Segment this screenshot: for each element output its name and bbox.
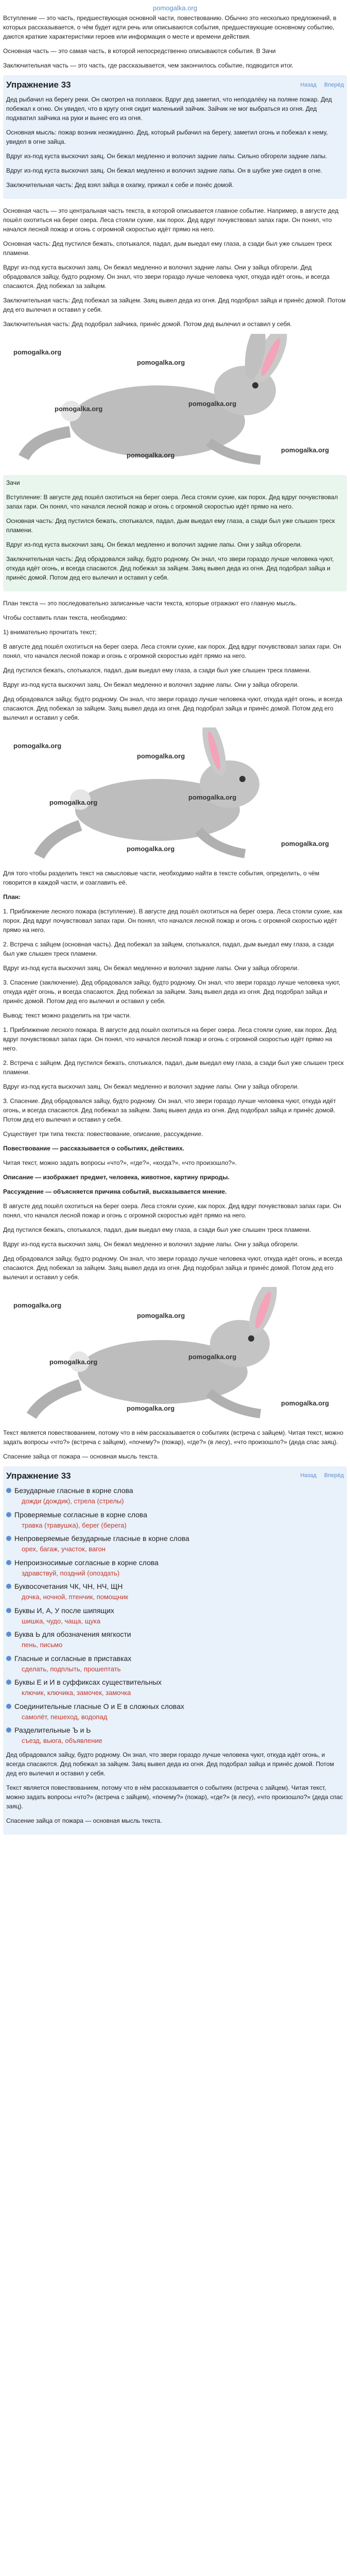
para-c-5: Вдруг из-под куста выскочил заяц. Он бежал медленно и волочил задние лапы. Они у зайца обгорели. — [3, 964, 299, 972]
para-c-2: План: — [3, 893, 21, 901]
watermark: pomogalka.org — [137, 358, 185, 366]
para-b-2: Чтобы составить план текста, необходимо: — [3, 614, 127, 621]
hare-drawing — [3, 334, 347, 468]
rule-name: Буква Ь для обозначения мягкости — [6, 1629, 344, 1640]
plan-panel — [3, 475, 347, 591]
hare-drawing — [3, 1287, 347, 1421]
para-a-1: Основная часть — это центральная часть текста, в которой описывается главное событие. Например, в августе дед пошёл охотиться на берег озера. Леса стояли сухие, как порох. Дед вдруг почувствовал запах гари. Он понял, что начался лесной пожар и огонь с огромной скоростью идёт прямо на него. — [3, 207, 339, 233]
footer-paragraph-1: Дед обрадовался зайцу, будто родному. Он знал, что звери гораздо лучше человека чуют, откуда идёт огонь, и всегда спасаются. Дед побежал за зайцем. Заяц вывел деда из огня. Дед подобрал зайца и принёс домой. Потом дед его вылечил и оставил у себя. — [6, 1751, 334, 1777]
para-c-1: Для того чтобы разделить текст на смысловые части, необходимо найти в тексте события, определить, о чём говорится в каждой части, и озаглавить её. — [3, 869, 320, 886]
watermark: pomogalka.org — [49, 1358, 98, 1366]
rule-example: сделать, подплыть, прошептать — [22, 1665, 121, 1673]
rule-name: Буквосочетания ЧК, ЧН, НЧ, ЩН — [6, 1581, 344, 1592]
para-c-4: 2. Встреча с зайцем (основная часть). Дед побежал за зайцем, спотыкался, падал, дым выедал ему глаза, а сзади был уже слышен треск пламени. — [3, 940, 334, 957]
para-b-7: Дед обрадовался зайцу, будто родному. Он знал, что звери гораздо лучше человека чуют, откуда идёт огонь, и всегда спасаются. Дед побежал за зайцем. Заяц вывел деда из огня. Дед подобрал зайца и принёс домой. Потом дед его вылечил и оставил у себя. — [3, 695, 343, 721]
hare-drawing — [3, 727, 347, 861]
paragraphs-a — [3, 206, 347, 329]
rule-example: орех, багаж, участок, вагон — [22, 1545, 106, 1553]
bullet-icon — [6, 1560, 11, 1565]
intro-paragraph-1: Вступление — это часть, предшествующая основной части, повествованию. Обычно это несколько предложений, в которых рассказывается, о чём будет идти речь или описываются события, предшествующие основному событию, даются краткие характеристики героев или информация о месте и времени действия. — [3, 14, 337, 40]
rule-name: Гласные и согласные в приставках — [6, 1653, 344, 1664]
intro-section — [3, 13, 347, 70]
rule-name: Проверяемые согласные в корне слова — [6, 1510, 344, 1520]
hare-illustration-1 — [3, 334, 347, 468]
para-c-13: Повествование — рассказывается о событиях, действиях. — [3, 1144, 185, 1152]
intro-paragraph-2: Основная часть — это самая часть, в которой непосредственно описываются события. В Зачи — [3, 47, 276, 55]
rule-name: Буквы И, А, У после шипящих — [6, 1605, 344, 1616]
site-logo[interactable]: pomogalka.org — [153, 4, 197, 12]
rule-example: здравствуй, поздний (опоздать) — [22, 1569, 120, 1577]
para-b-6: Вдруг из-под куста выскочил заяц. Он бежал медленно и волочил задние лапы. Они у зайца обгорели. — [3, 681, 299, 688]
rule-item — [6, 1605, 344, 1626]
rule-item — [6, 1701, 344, 1722]
ex-top-paragraph-5: Заключительная часть: Дед взял зайца в охапку, прижал к себе и понёс домой. — [6, 181, 234, 189]
watermark: pomogalka.org — [188, 1352, 237, 1361]
watermark: pomogalka.org — [13, 741, 62, 750]
bullet-icon — [6, 1704, 11, 1709]
footer-paragraph-2: Текст является повествованием, потому что в нём рассказывается о событиях (встреча с зайцем). Читая текст, можно задать вопросы «что?» (встреча с зайцем), «почему?» (пожар), «где?» (в лесу), «что произошло?» (деда спас заяц). — [6, 1784, 343, 1810]
exercise-title: Упражнение 33 — [6, 1470, 71, 1481]
footer-paragraph-3: Спасение зайца от пожара — основная мысль текста. — [6, 1817, 162, 1824]
rule-example: съезд, вьюга, объявление — [22, 1737, 102, 1744]
para-c-11: 3. Спасение. Дед обрадовался зайцу, будто родному. Он знал, что звери гораздо лучше человека чуют, откуда идёт огонь, и всегда спасаются. Дед побежал за зайцем. Заяц вывел деда из огня. Дед подобрал зайца и принёс домой. Потом дед его вылечил и оставил у себя. — [3, 1097, 336, 1123]
bullet-icon — [6, 1512, 11, 1517]
watermark: pomogalka.org — [13, 348, 62, 356]
bullet-icon — [6, 1632, 11, 1637]
para-c-14: Читая текст, можно задать вопросы «что?», «где?», «когда?», «что произошло?». — [3, 1159, 237, 1166]
para-c-15: Описание — изображает предмет, человека, животное, картину природы. — [3, 1173, 230, 1181]
para-c-10: Вдруг из-под куста выскочил заяц. Он бежал медленно и волочил задние лапы. Они у зайца обгорели. — [3, 1082, 299, 1090]
watermark: pomogalka.org — [188, 399, 237, 408]
rule-name: Безударные гласные в корне слова — [6, 1485, 344, 1496]
rules-list — [6, 1485, 344, 1746]
green-paragraph-3: Основная часть: Дед пустился бежать, спотыкался, падал, дым выедал ему глаза, а сзади был уже слышен треск пламени. — [6, 517, 335, 534]
para-c-18: Дед пустился бежать, спотыкался, падал, дым выедал ему глаза, а сзади был уже слышен треск пламени. — [3, 1226, 311, 1233]
rule-name: Непроверяемые безударные гласные в корне слова — [6, 1533, 344, 1544]
ex-top-paragraph-4: Вдруг из-под куста выскочил заяц. Он бежал медленно и волочил задние лапы. Он в шубке уже сидел в огне. — [6, 166, 323, 174]
site-header[interactable] — [3, 3, 347, 13]
paragraphs-c — [3, 869, 347, 1282]
bullet-icon — [6, 1584, 11, 1589]
prev-link[interactable]: Назад — [300, 81, 317, 88]
rule-example: травка (травушка), берег (берега) — [22, 1521, 127, 1529]
bullet-icon — [6, 1727, 11, 1733]
exercise-nav — [294, 1471, 344, 1480]
watermark: pomogalka.org — [49, 798, 98, 806]
hare-illustration-3 — [3, 1287, 347, 1421]
rule-item — [6, 1725, 344, 1746]
rule-example: шишка, чудо, чаща, щука — [22, 1617, 101, 1625]
hare-leg — [209, 442, 260, 460]
hare-eye — [239, 776, 246, 782]
hare-illustration-2 — [3, 727, 347, 861]
rule-name: Буквы Е и И в суффиксах существительных — [6, 1677, 344, 1688]
next-link[interactable]: Вперёд — [324, 1472, 344, 1479]
watermark: pomogalka.org — [127, 844, 175, 853]
hare-leg — [24, 432, 70, 457]
watermark: pomogalka.org — [137, 1311, 185, 1319]
rule-example: ключик, ключика, замочек, замочка — [22, 1689, 131, 1697]
hare-leg — [31, 1385, 80, 1416]
exercise-33-bottom — [3, 1466, 347, 1835]
hare-leg — [209, 1393, 260, 1414]
rule-name: Соединительные гласные О и Е в сложных словах — [6, 1701, 344, 1712]
rule-item — [6, 1629, 344, 1650]
exercise-header — [6, 78, 344, 92]
para-a-3: Вдруг из-под куста выскочил заяц. Он бежал медленно и волочил задние лапы. Они у зайца обгорели. Дед обрадовался зайцу, будто родному. Он знал, что звери гораздо лучше человека чуют, откуда идёт огонь, и всегда спасаются. Дед побежал за зайцем. — [3, 263, 330, 290]
rule-example: дочка, ночной, птенчик, помощник — [22, 1593, 128, 1601]
ex-top-paragraph-2: Основная мысль: пожар возник неожиданно. Дед, который рыбачил на берегу, заметил огонь и побежал к нему, увидел в огне зайца. — [6, 128, 328, 145]
para-a-4: Заключительная часть: Дед побежал за зайцем. Заяц вывел деда из огня. Дед подобрал зайца и принёс домой. Потом дед его вылечил и оставил у себя. — [3, 296, 346, 313]
watermark: pomogalka.org — [127, 451, 175, 459]
hare-eye — [252, 382, 258, 388]
rule-example: пень, письмо — [22, 1641, 63, 1649]
para-a-5: Заключительная часть: Дед подобрал зайчика, принёс домой. Потом дед вылечил и оставил у себя. — [3, 320, 292, 328]
para-b-4: В августе дед пошёл охотиться на берег озера. Леса стояли сухие, как порох. Дед вдруг почувствовал запах гари. Он понял, что начался лесной пожар и огонь с огромной скоростью идёт прямо на него. — [3, 642, 341, 659]
rule-example: самолёт, пешеход, водопад — [22, 1713, 108, 1721]
exercise-title: Упражнение 33 — [6, 80, 71, 90]
para-d-1: Текст является повествованием, потому что в нём рассказывается о событиях (встреча с зайцем). Читая текст, можно задать вопросы «что?» (встреча с зайцем), «почему?» (пожар), «где?» (в лесу), «что произошло?» (деда спас заяц). — [3, 1429, 343, 1446]
para-a-2: Основная часть: Дед пустился бежать, спотыкался, падал, дым выедал ему глаза, а сзади был уже слышен треск пламени. — [3, 240, 332, 257]
para-c-16: Рассуждение — объясняется причина событий, высказывается мнение. — [3, 1188, 227, 1195]
rule-name: Непроизносимые согласные в корне слова — [6, 1557, 344, 1568]
para-d-2: Спасение зайца от пожара — основная мысль текста. — [3, 1452, 159, 1460]
hare-leg — [199, 831, 245, 854]
watermark: pomogalka.org — [281, 839, 329, 848]
para-c-20: Дед обрадовался зайцу, будто родному. Он знал, что звери гораздо лучше человека чуют, откуда идёт огонь, и всегда спасаются. Дед побежал за зайцем. Заяц вывел деда из огня. Дед подобрал зайца и принёс домой. Потом дед его вылечил и оставил у себя. — [3, 1255, 343, 1281]
para-c-19: Вдруг из-под куста выскочил заяц. Он бежал медленно и волочил задние лапы. Они у зайца обгорели. — [3, 1240, 299, 1248]
rule-item — [6, 1510, 344, 1531]
para-c-6: 3. Спасение (заключение). Дед обрадовался зайцу, будто родному. Он знал, что звери гораздо лучше человека чуют, откуда идёт огонь, и всегда спасаются. Дед побежал за зайцем. Заяц вывел деда из огня. Дед подобрал зайца и принёс домой. Потом дед его вылечил и оставил у себя. — [3, 978, 341, 1005]
green-paragraph-1: Зачи — [6, 479, 20, 486]
rule-name: Разделительные Ъ и Ь — [6, 1725, 344, 1736]
bullet-icon — [6, 1488, 11, 1493]
para-c-9: 2. Встреча с зайцем. Дед пустился бежать, спотыкался, падал, дым выедал ему глаза, а сзади был уже слышен треск пламени. — [3, 1059, 344, 1076]
watermark: pomogalka.org — [127, 1404, 175, 1412]
hare-eye — [248, 1335, 254, 1342]
ex-top-paragraph-1: Дед рыбачил на берегу реки. Он смотрел на поплавок. Вдруг дед заметил, что неподалёку на поляне пожар. Дед побежал к огню. Он увидел, что в кругу огня сидит маленький зайчик. Зайчик не мог выбраться из огня. Дед подхватил зайчика на руки и вынес его из огня. — [6, 95, 332, 122]
para-b-3: 1) внимательно прочитать текст; — [3, 628, 97, 636]
exercise-33-top — [3, 75, 347, 199]
rule-item — [6, 1485, 344, 1506]
watermark: pomogalka.org — [188, 793, 237, 801]
para-b-5: Дед пустился бежать, спотыкался, падал, дым выедал ему глаза, а сзади был уже слышен треск пламени. — [3, 666, 311, 674]
para-c-7: Вывод: текст можно разделить на три части. — [3, 1011, 131, 1019]
green-paragraph-2: Вступление: В августе дед пошёл охотиться на берег озера. Леса стояли сухие, как порох. Дед вдруг почувствовал запах гари. Он понял, что начался лесной пожар и огонь с огромной скоростью идёт прямо на него. — [6, 493, 338, 510]
para-c-8: 1. Приближение лесного пожара. В августе дед пошёл охотиться на берег озера. Леса стояли сухие, как порох. Дед вдруг почувствовал запах гари. Он понял, что начался лесной пожар и огонь с огромной скоростью идёт прямо на него. — [3, 1026, 337, 1052]
para-b-1: План текста — это последовательно записанные части текста, которые отражают его главную мысль. — [3, 599, 297, 607]
rule-example: дожди (дождик), стрела (стрелы) — [22, 1497, 124, 1505]
bullet-icon — [6, 1680, 11, 1685]
watermark: pomogalka.org — [281, 1399, 329, 1407]
watermark: pomogalka.org — [281, 446, 329, 454]
rule-item — [6, 1653, 344, 1674]
para-c-3: 1. Приближение лесного пожара (вступление). В августе дед пошёл охотиться на берег озера. Леса стояли сухие, как порох. Дед вдруг почувствовал запах гари. Он понял, что начался лесной пожар и огонь с огромной скоростью идёт прямо на него. — [3, 907, 343, 934]
green-paragraph-5: Заключительная часть: Дед обрадовался зайцу, будто родному. Он знал, что звери гораздо лучше человека чуют, откуда идёт огонь, и всегда спасаются. Дед побежал за зайцем. Заяц вывел деда из огня. Дед подобрал зайца и принёс домой. Потом дед его вылечил и оставил у себя. — [6, 555, 334, 581]
rule-item — [6, 1533, 344, 1554]
green-paragraph-4: Вдруг из-под куста выскочил заяц. Он бежал медленно и волочил задние лапы. Они у зайца обгорели. — [6, 540, 302, 548]
hare-leg — [39, 825, 80, 856]
ex-top-paragraph-3: Вдруг из-под куста выскочил заяц. Он бежал медленно и волочил задние лапы. Сильно обгорели задние лапы. — [6, 152, 327, 160]
exercise-nav — [294, 81, 344, 90]
bullet-icon — [6, 1608, 11, 1613]
paragraphs-d — [3, 1428, 347, 1461]
watermark: pomogalka.org — [137, 752, 185, 760]
prev-link[interactable]: Назад — [300, 1472, 317, 1479]
watermark: pomogalka.org — [55, 404, 103, 413]
watermark: pomogalka.org — [13, 1301, 62, 1309]
next-link[interactable]: Вперёд — [324, 81, 344, 88]
para-c-17: В августе дед пошёл охотиться на берег озера. Леса стояли сухие, как порох. Дед вдруг почувствовал запах гари. Он понял, что начался лесной пожар и огонь с огромной скоростью идёт прямо на него. — [3, 1202, 341, 1219]
para-c-12: Существует три типа текста: повествование, описание, рассуждение. — [3, 1130, 203, 1138]
paragraphs-b — [3, 599, 347, 722]
exercise-header — [6, 1469, 344, 1483]
rule-item — [6, 1557, 344, 1579]
rule-item — [6, 1677, 344, 1698]
rule-item — [6, 1581, 344, 1602]
bullet-icon — [6, 1656, 11, 1661]
bullet-icon — [6, 1536, 11, 1541]
intro-paragraph-3: Заключительная часть — это часть, где рассказывается, чем закончилось событие, подводится итог. — [3, 62, 294, 69]
